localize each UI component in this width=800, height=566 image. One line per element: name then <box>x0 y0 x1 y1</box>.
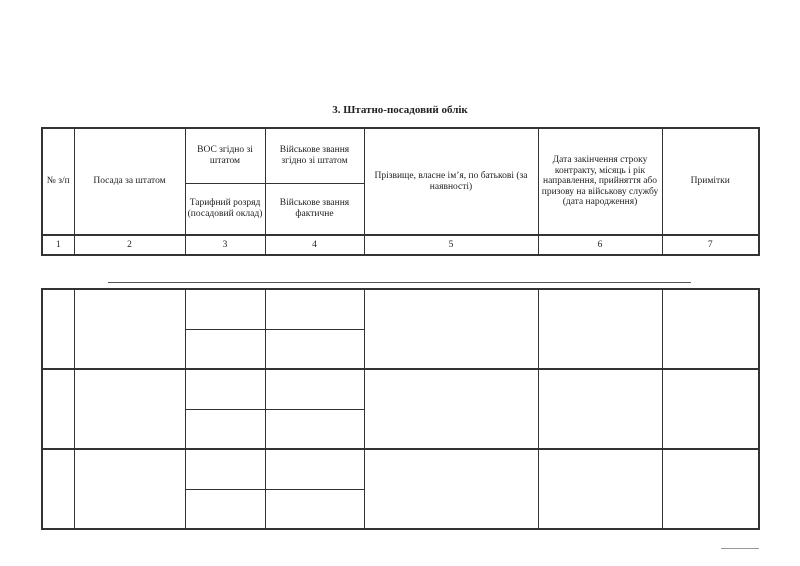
cell-position[interactable] <box>74 289 185 369</box>
header-notes: Примітки <box>662 128 759 235</box>
cell-position[interactable] <box>74 369 185 449</box>
column-number: 5 <box>364 235 538 255</box>
header-table <box>41 127 760 256</box>
column-number: 2 <box>74 235 185 255</box>
cell-rank-by-staff[interactable] <box>265 289 364 329</box>
cell-notes[interactable] <box>662 449 759 529</box>
cell-vos[interactable] <box>185 289 265 329</box>
header-rank-by-staff: Військове звання згідно зі штатом <box>265 128 364 183</box>
cell-notes[interactable] <box>662 369 759 449</box>
separator-line <box>108 282 691 283</box>
cell-actual-rank[interactable] <box>265 409 364 449</box>
header-vos: ВОС згідно зі штатом <box>185 128 265 183</box>
cell-contract-date[interactable] <box>538 369 662 449</box>
cell-full-name[interactable] <box>364 289 538 369</box>
column-number: 4 <box>265 235 364 255</box>
records-table <box>41 288 760 530</box>
cell-number[interactable] <box>42 369 74 449</box>
cell-vos[interactable] <box>185 449 265 489</box>
cell-number[interactable] <box>42 289 74 369</box>
cell-notes[interactable] <box>662 289 759 369</box>
header-number: № з/п <box>42 128 74 235</box>
cell-full-name[interactable] <box>364 449 538 529</box>
cell-contract-date[interactable] <box>538 289 662 369</box>
cell-rank-by-staff[interactable] <box>265 449 364 489</box>
column-number: 3 <box>185 235 265 255</box>
cell-actual-rank[interactable] <box>265 489 364 529</box>
column-number: 1 <box>42 235 74 255</box>
cell-tariff-grade[interactable] <box>185 489 265 529</box>
cell-contract-date[interactable] <box>538 449 662 529</box>
header-contract-date: Дата закінчення строку контракту, місяць і рік направлення, прийняття або призову на військову службу (дата народження) <box>538 128 662 235</box>
record-row <box>42 449 759 489</box>
record-row <box>42 289 759 329</box>
cell-rank-by-staff[interactable] <box>265 369 364 409</box>
column-number: 7 <box>662 235 759 255</box>
record-row <box>42 369 759 409</box>
cell-full-name[interactable] <box>364 369 538 449</box>
header-actual-rank: Військове звання фактичне <box>265 183 364 235</box>
header-full-name: Прізвище, власне ім’я, по батькові (за наявності) <box>364 128 538 235</box>
cell-actual-rank[interactable] <box>265 329 364 369</box>
section-title: 3. Штатно-посадовий облік <box>332 104 468 116</box>
cell-tariff-grade[interactable] <box>185 409 265 449</box>
header-tariff-grade: Тарифний розряд (посадовий оклад) <box>185 183 265 235</box>
cell-number[interactable] <box>42 449 74 529</box>
column-number: 6 <box>538 235 662 255</box>
page-corner-mark <box>721 548 759 549</box>
header-position: Посада за штатом <box>74 128 185 235</box>
cell-position[interactable] <box>74 449 185 529</box>
cell-vos[interactable] <box>185 369 265 409</box>
cell-tariff-grade[interactable] <box>185 329 265 369</box>
